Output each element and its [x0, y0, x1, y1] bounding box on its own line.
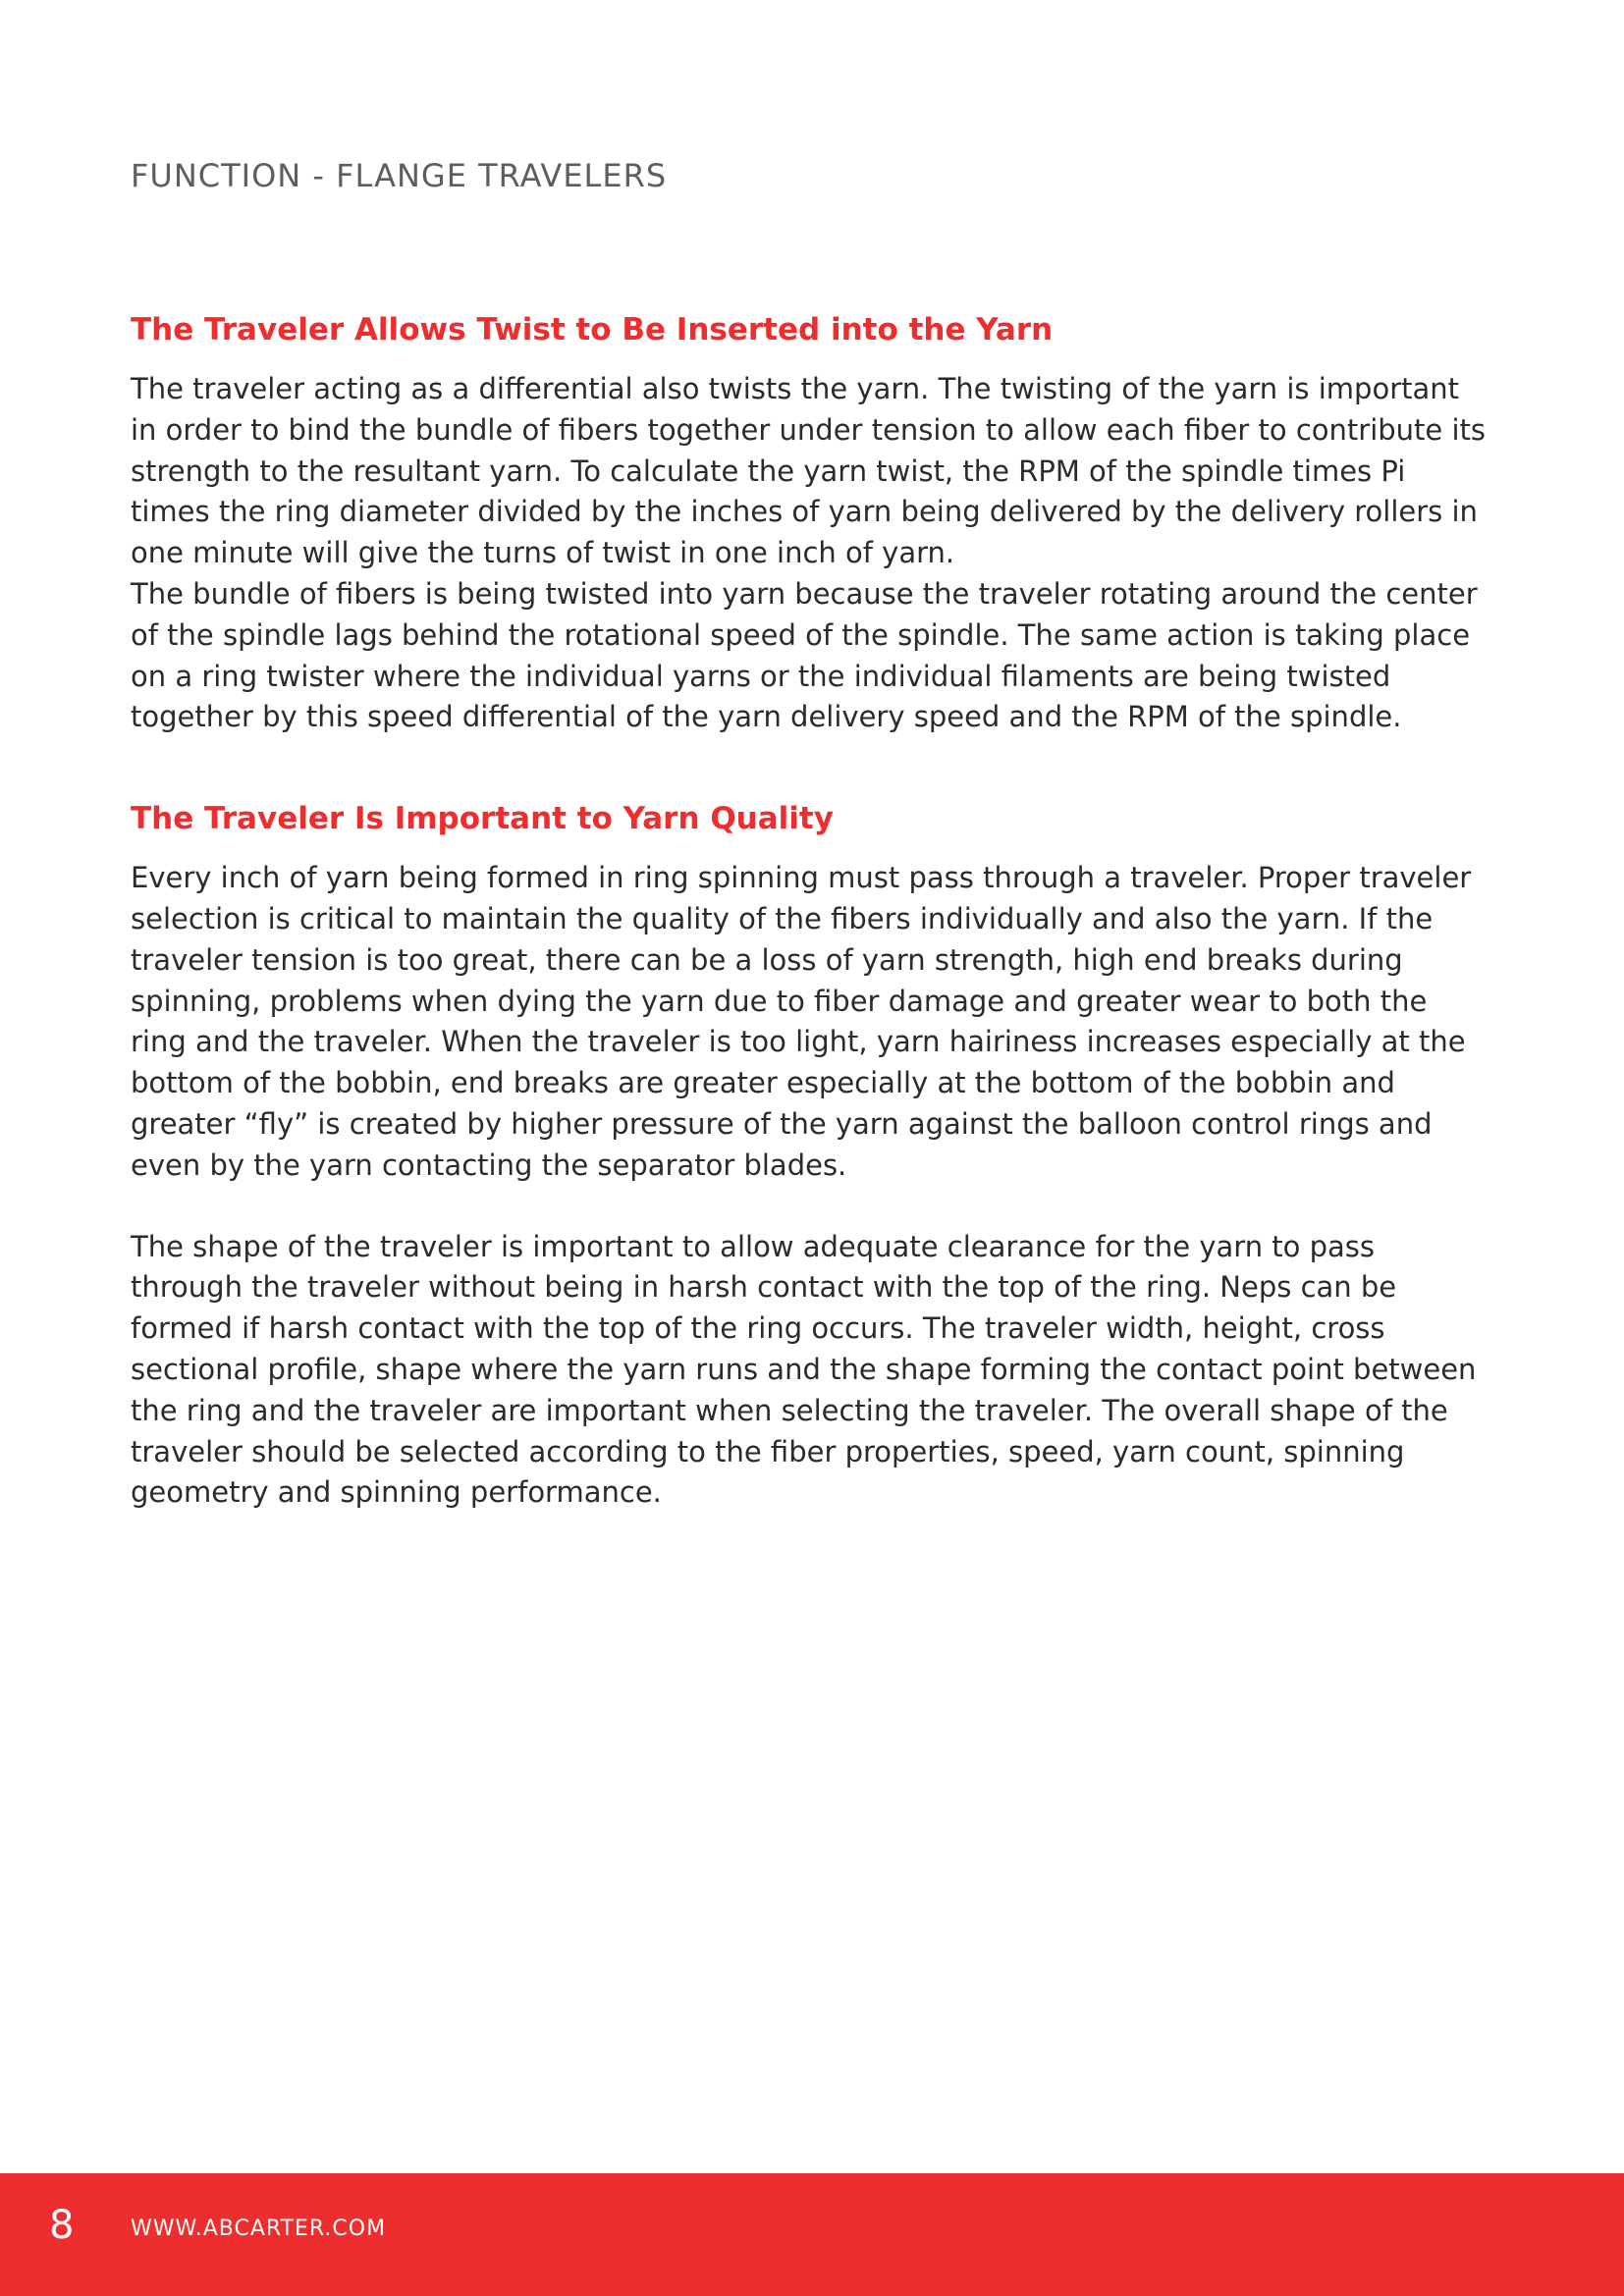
section-twist [131, 308, 1486, 738]
main-content [131, 308, 1486, 1514]
section-heading: The Traveler Is Important to Yarn Quality [131, 801, 834, 837]
page-number: 8 [49, 2203, 75, 2248]
page-header-title: FUNCTION - FLANGE TRAVELERS [131, 157, 668, 194]
footer-bar [0, 2173, 1624, 2296]
section-quality [131, 797, 1486, 1514]
paragraph: The bundle of fibers is being twisted into yarn because the traveler rotating around the center of the spindle lags behind the rotational speed of the spindle. The same action is taking place on a ring twister where the individual yarns or the individual filaments are being twisted together by this speed differential of the yarn delivery speed and the RPM of the spindle. [131, 576, 1478, 734]
section-heading: The Traveler Allows Twist to Be Inserted into the Yarn [131, 312, 1054, 347]
paragraph: The traveler acting as a differential also twists the yarn. The twisting of the yarn is important in order to bind the bundle of fibers together under tension to allow each fiber to contribute its strength to the resultant yarn. To calculate the yarn twist, the RPM of the spindle times Pi times the ring diameter divided by the inches of yarn being delivered by the delivery rollers in one minute will give the turns of twist in one inch of yarn. [131, 372, 1487, 570]
paragraph: Every inch of yarn being formed in ring spinning must pass through a traveler. Proper traveler selection is critical to maintain the quality of the fibers individually and also the yarn. If the traveler tension is too great, there can be a loss of yarn strength, high end breaks during spinning, problems when dying the yarn due to fiber damage and greater wear to both the ring and the traveler. When the traveler is too light, yarn hairiness increases especially at the bottom of the bobbin, end breaks are greater especially at the bottom of the bobbin and greater “fly” is created by higher pressure of the yarn against the balloon control rings and even by the yarn contacting the separator blades. [131, 861, 1472, 1182]
paragraph: The shape of the traveler is important to allow adequate clearance for the yarn to pass through the traveler without being in harsh contact with the top of the ring. Neps can be formed if harsh contact with the top of the ring occurs. The traveler width, height, cross sectional profile, shape where the yarn runs and the shape forming the contact point between the ring and the traveler are important when selecting the traveler. The overall shape of the traveler should be selected according to the fiber properties, speed, yarn count, spinning geometry and spinning performance. [131, 1229, 1477, 1510]
footer-website-link[interactable]: WWW.ABCARTER.COM [131, 2216, 387, 2241]
